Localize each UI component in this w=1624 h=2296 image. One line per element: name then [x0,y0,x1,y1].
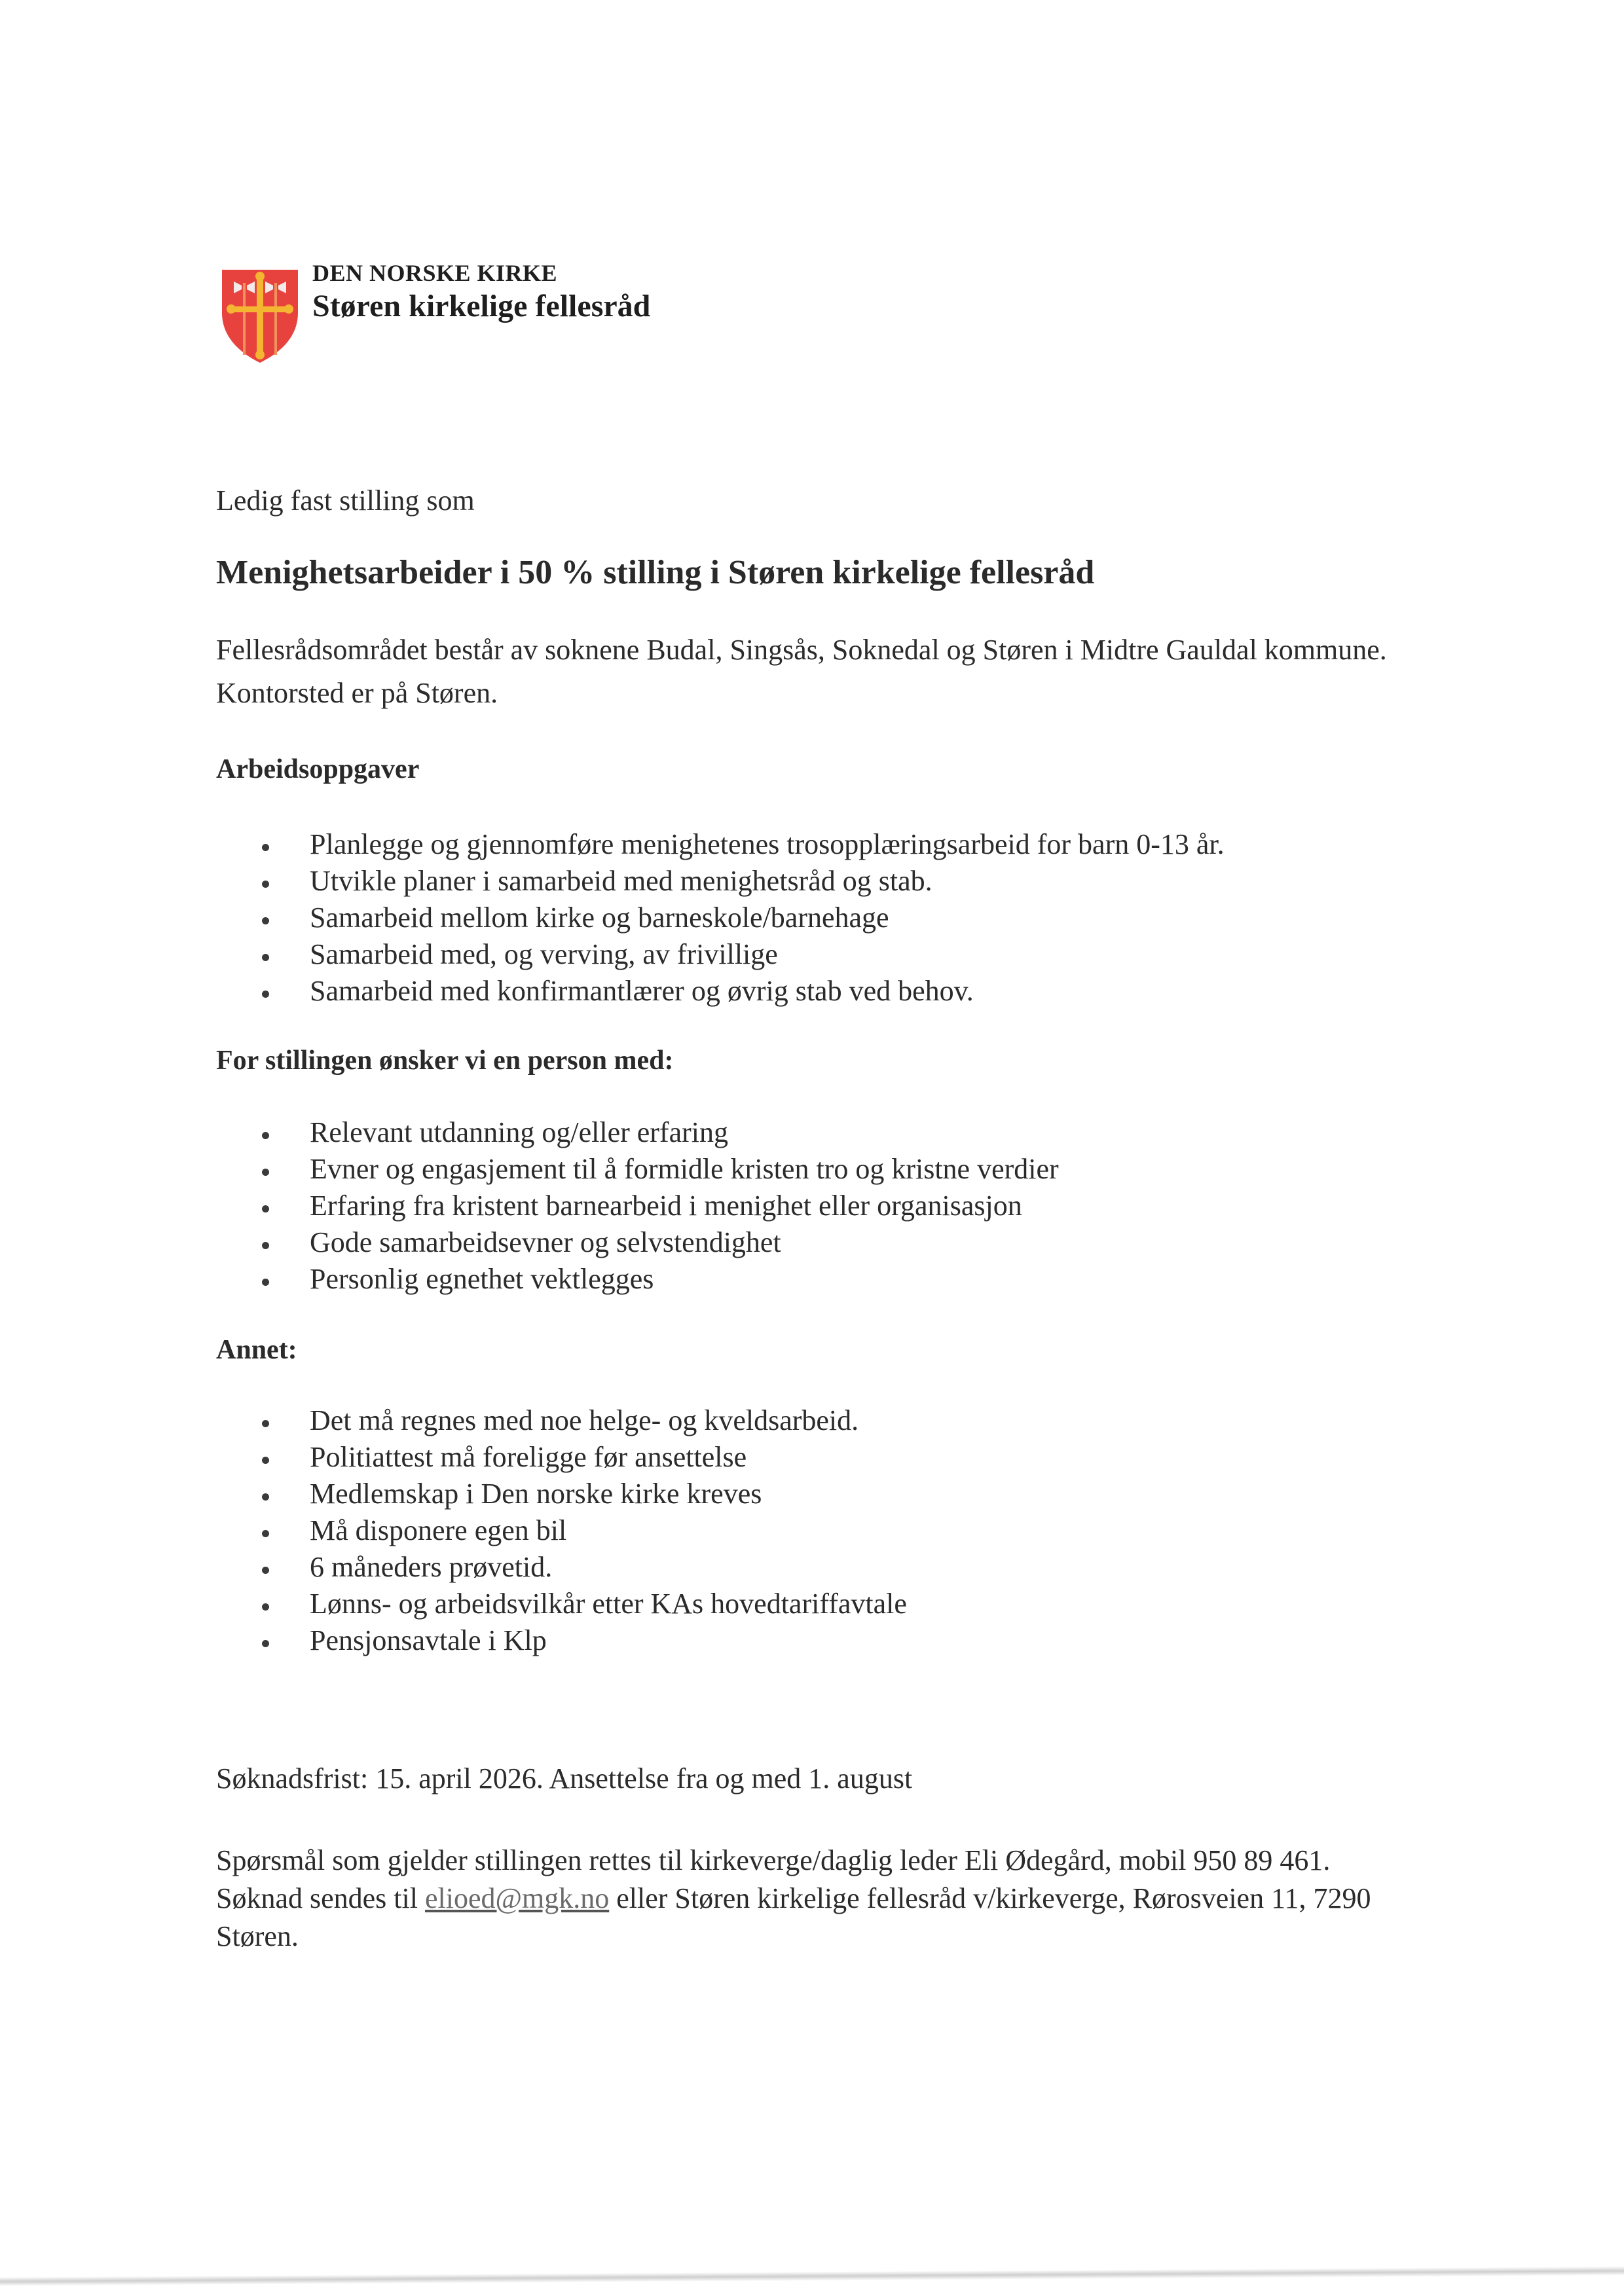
list-item: Politiattest må foreligge før ansettelse [216,1439,907,1476]
org-name: DEN NORSKE KIRKE [312,260,558,286]
bullet-icon [262,844,269,851]
bullet-icon [262,991,269,998]
list-item: Utvikle planer i samarbeid med menighetsråd og stab. [216,863,1225,900]
list-item: Det må regnes med noe helge- og kveldsarbeid. [216,1402,907,1439]
page-title: Menighetsarbeider i 50 % stilling i Støren kirkelige fellesråd [216,554,1095,591]
list-item: Samarbeid med konfirmantlærer og øvrig stab ved behov. [216,973,1225,1010]
bullet-icon [262,1603,269,1611]
org-unit: Støren kirkelige fellesråd [312,289,651,323]
bullet-icon [262,1530,269,1537]
bullet-icon [262,1567,269,1574]
email-link[interactable]: elioed@mgk.no [424,1882,610,1914]
qualifications-list [216,1114,1059,1298]
bullet-icon [262,1457,269,1464]
section-heading-qualifications: For stillingen ønsker vi en person med: [216,1046,674,1076]
list-item: Relevant utdanning og/eller erfaring [216,1114,1059,1151]
bullet-icon [262,1493,269,1501]
list-item: Medlemskap i Den norske kirke kreves [216,1476,907,1512]
tasks-list [216,826,1225,1010]
list-item: 6 måneders prøvetid. [216,1549,907,1586]
other-list [216,1402,907,1659]
bullet-icon [262,1242,269,1249]
intro-text: Ledig fast stilling som [216,484,475,517]
list-item: Erfaring fra kristent barnearbeid i menighet eller organisasjon [216,1188,1059,1224]
list-item: Må disponere egen bil [216,1512,907,1549]
list-item: Samarbeid med, og verving, av frivillige [216,936,1225,973]
list-item: Evner og engasjement til å formidle kristen tro og kristne verdier [216,1151,1059,1188]
bullet-icon [262,1132,269,1139]
bullet-icon [262,1205,269,1212]
list-item: Pensjonsavtale i Klp [216,1622,907,1659]
application-deadline: Søknadsfrist: 15. april 2026. Ansettelse fra og med 1. august [216,1762,913,1795]
bullet-icon [262,954,269,961]
section-heading-tasks: Arbeidsoppgaver [216,754,420,784]
description-paragraph: Fellesrådsområdet består av soknene Budal, Singsås, Soknedal og Støren i Midtre Gauldal kommune. Kontorsted er på Støren. [216,634,1387,709]
church-cross-shield-icon [219,267,301,365]
contact-paragraph: Spørsmål som gjelder stillingen rettes til kirkeverge/daglig leder Eli Ødegård, mobil 950 89 461. Søknad sendes til elioed@mgk.no eller Støren kirkelige fellesråd v/kirkeverge, Rørosveien 11, 7290 Støren. [216,1844,1371,1952]
bullet-icon [262,1279,269,1286]
scan-edge-shadow [0,2267,1624,2286]
list-item: Gode samarbeidsevner og selvstendighet [216,1224,1059,1261]
list-item: Lønns- og arbeidsvilkår etter KAs hovedtariffavtale [216,1586,907,1622]
bullet-icon [262,1640,269,1647]
bullet-icon [262,881,269,888]
bullet-icon [262,917,269,924]
list-item: Samarbeid mellom kirke og barneskole/barnehage [216,900,1225,936]
section-heading-other: Annet: [216,1335,297,1365]
bullet-icon [262,1420,269,1427]
bullet-icon [262,1169,269,1176]
list-item: Planlegge og gjennomføre menighetenes trosopplæringsarbeid for barn 0-13 år. [216,826,1225,863]
list-item: Personlig egnethet vektlegges [216,1261,1059,1298]
